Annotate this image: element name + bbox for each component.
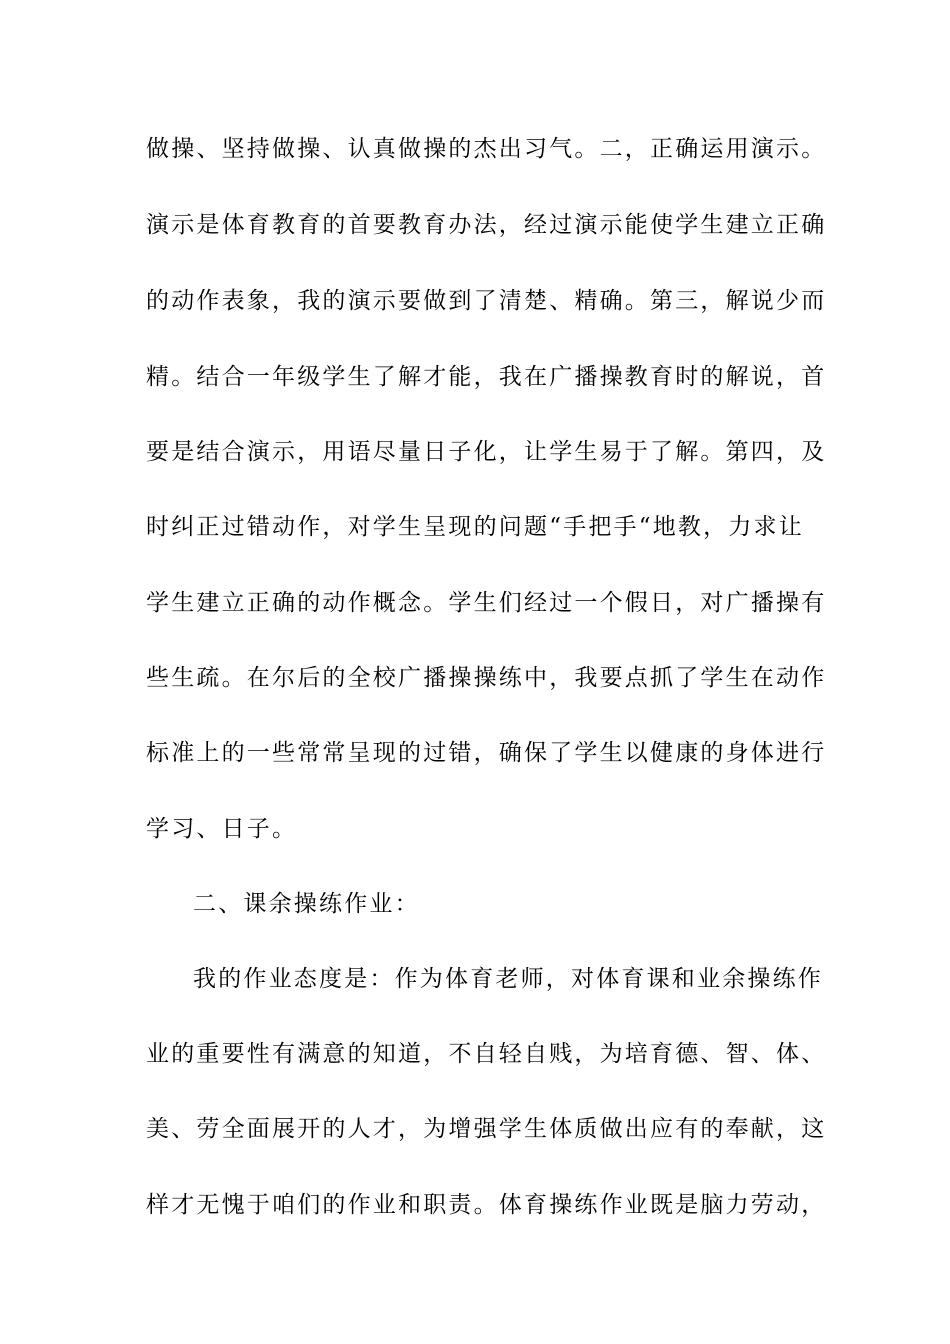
text-line: 学习、日子。 — [146, 816, 298, 842]
text-line: 些生疏。在尔后的全校广播操操练中，我要点抓了学生在动作 — [146, 665, 827, 691]
section-heading: 二、课余操练作业： — [193, 891, 420, 917]
text-line: 学生建立正确的动作概念。学生们经过一个假日，对广播操有 — [146, 590, 827, 616]
text-line: 的动作表象，我的演示要做到了清楚、精确。第三，解说少而 — [146, 288, 827, 314]
text-line: 做操、坚持做操、认真做操的杰出习气。二，正确运用演示。 — [146, 136, 827, 162]
text-line: 美、劳全面展开的人才，为增强学生体质做出应有的奉献，这 — [146, 1116, 827, 1142]
text-line: 我的作业态度是：作为体育老师，对体育课和业余操练作 — [193, 966, 823, 992]
text-line: 业的重要性有满意的知道，不自轻自贱，为培育德、智、体、 — [146, 1041, 827, 1067]
text-line: 标准上的一些常常呈现的过错，确保了学生以健康的身体进行 — [146, 740, 827, 766]
text-line: 时纠正过错动作，对学生呈现的问题“手把手“地教，力求让 — [146, 514, 804, 540]
text-line: 精。结合一年级学生了解才能，我在广播操教育时的解说，首 — [146, 364, 827, 390]
text-line: 要是结合演示，用语尽量日子化，让学生易于了解。第四，及 — [146, 439, 827, 465]
text-line: 演示是体育教育的首要教育办法，经过演示能使学生建立正确 — [146, 212, 827, 238]
text-line: 样才无愧于咱们的作业和职责。体育操练作业既是脑力劳动， — [146, 1192, 827, 1218]
